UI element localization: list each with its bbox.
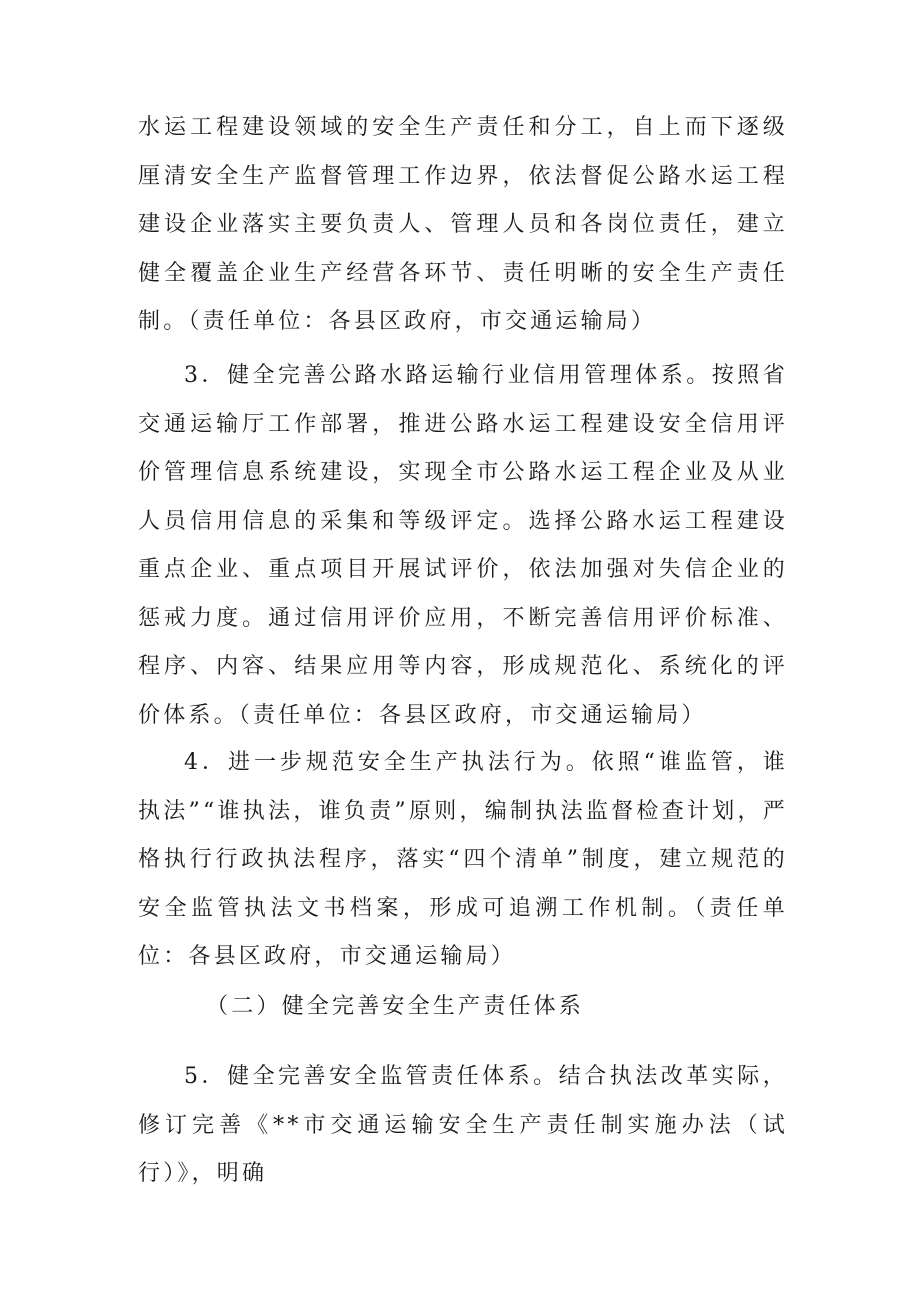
section-heading: （二）健全完善安全生产责任体系: [206, 994, 585, 1019]
paragraph-item-3: 3．健全完善公路水路运输行业信用管理体系。按照省交通运输厅工作部署，推进公路水运工程建设安全信用评价管理信息系统建设，实现全市公路水运工程企业及从业人员信用信息的采集和等级评定。选择公路水运工程建设重点企业、重点项目开展试评价，依法加强对失信企业的惩戒力度。通过信用评价应用，不断完善信用评价标准、程序、内容、结果应用等内容，形成规范化、系统化的评价体系。（责任单位：各县区政府，市交通运输局）: [138, 363, 788, 728]
paragraph-item-4: 4．进一步规范安全生产执法行为。依照“谁监管，谁执法”“谁执法，谁负责”原则，编制执法监督检查计划，严格执行行政执法程序，落实“四个清单”制度，建立规范的安全监管执法文书档案，形成可追溯工作机制。（责任单位：各县区政府，市交通运输局）: [138, 750, 788, 969]
paragraph-continued: 水运工程建设领域的安全生产责任和分工，自上而下逐级厘清安全生产监督管理工作边界，依法督促公路水运工程建设企业落实主要负责人、管理人员和各岗位责任，建立健全覆盖企业生产经营各环节、责任明晰的安全生产责任制。（责任单位：各县区政府，市交通运输局）: [138, 115, 788, 334]
paragraph-item-5: 5．健全完善安全监管责任体系。结合执法改革实际，修订完善《**市交通运输安全生产责任制实施办法（试行）》，明确: [138, 1064, 788, 1186]
